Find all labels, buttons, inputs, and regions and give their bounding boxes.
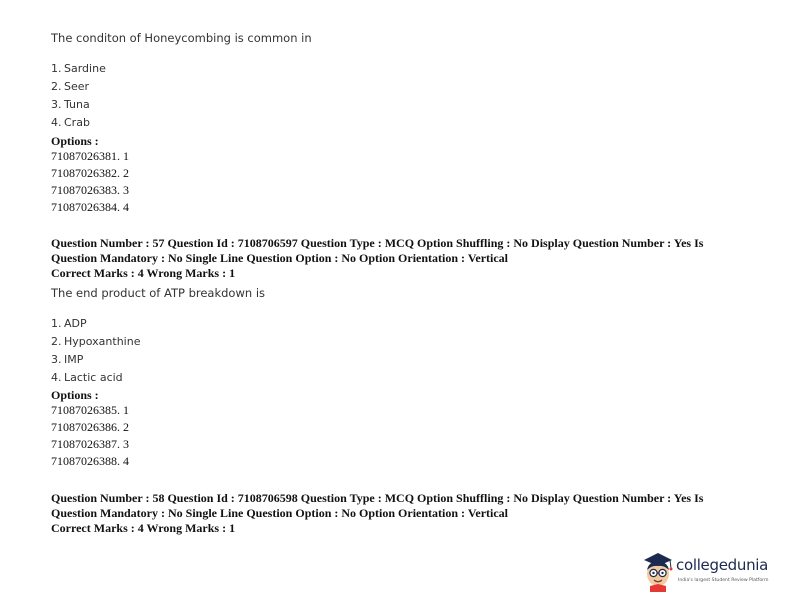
list-item: 2. Hypoxanthine bbox=[51, 335, 141, 348]
question-meta bbox=[51, 491, 771, 536]
list-item: 4. Lactic acid bbox=[51, 371, 123, 384]
mascot-icon bbox=[640, 550, 676, 592]
question-text: The end product of ATP breakdown is bbox=[51, 286, 266, 300]
option-id: 71087026383. 3 bbox=[51, 183, 129, 197]
question-text: The conditon of Honeycombing is common in bbox=[51, 31, 312, 45]
option-id-list bbox=[51, 148, 751, 216]
option-id: 71087026382. 2 bbox=[51, 166, 129, 180]
option-id-list bbox=[51, 402, 751, 470]
list-item: 1. ADP bbox=[51, 317, 87, 330]
collegedunia-logo bbox=[640, 548, 790, 596]
question-meta bbox=[51, 236, 771, 281]
list-item: 1. Sardine bbox=[51, 62, 106, 75]
option-id: 71087026386. 2 bbox=[51, 420, 129, 434]
question-meta-line: Question Mandatory : No Single Line Question Option : No Option Orientation : Vertical bbox=[51, 251, 509, 265]
options-heading: Options : bbox=[51, 388, 99, 402]
option-id: 71087026381. 1 bbox=[51, 149, 129, 163]
option-list bbox=[51, 60, 751, 132]
option-id: 71087026384. 4 bbox=[51, 200, 129, 214]
option-id: 71087026388. 4 bbox=[51, 454, 129, 468]
option-list bbox=[51, 315, 751, 387]
brand-name: collegedunia bbox=[676, 556, 769, 574]
question-marks: Correct Marks : 4 Wrong Marks : 1 bbox=[51, 266, 236, 280]
question-meta-line: Question Number : 57 Question Id : 7108706597 Question Type : MCQ Option Shuffling : No Display Question Number : Yes Is bbox=[51, 236, 704, 250]
list-item: 3. IMP bbox=[51, 353, 84, 366]
question-meta-line: Question Number : 58 Question Id : 7108706598 Question Type : MCQ Option Shuffling : No Display Question Number : Yes Is bbox=[51, 491, 704, 505]
list-item: 2. Seer bbox=[51, 80, 90, 93]
option-id: 71087026387. 3 bbox=[51, 437, 129, 451]
brand-tagline: India's largest Student Review Platform bbox=[678, 578, 769, 583]
question-meta-line: Question Mandatory : No Single Line Question Option : No Option Orientation : Vertical bbox=[51, 506, 509, 520]
question-marks: Correct Marks : 4 Wrong Marks : 1 bbox=[51, 521, 236, 535]
options-heading: Options : bbox=[51, 134, 99, 148]
list-item: 3. Tuna bbox=[51, 98, 90, 111]
option-id: 71087026385. 1 bbox=[51, 403, 129, 417]
list-item: 4. Crab bbox=[51, 116, 90, 129]
